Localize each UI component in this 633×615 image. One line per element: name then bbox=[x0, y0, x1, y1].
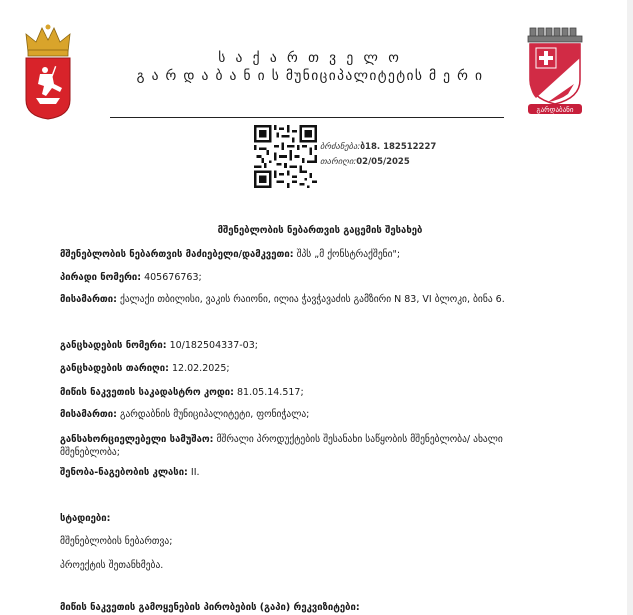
application-number-row bbox=[60, 339, 560, 352]
address-value: ქალაქი თბილისი, ვაკის რაიონი, ილია ჭავჭავაძის გამზირი N 83, VI ბლოკი, ბინა 6. bbox=[119, 294, 505, 305]
georgia-coat-of-arms-icon bbox=[22, 22, 74, 120]
application-number-value: 10/182504337-03; bbox=[169, 340, 258, 351]
works-value: მშრალი პროდუქტების შესანახი საწყობის მშენებლობა/ ახალი მშენებლობა; bbox=[60, 434, 503, 458]
order-label: ბრძანება: bbox=[320, 142, 361, 152]
country-name: ს ა ქ ა რ თ ვ ე ლ ო bbox=[218, 50, 402, 66]
date-label: თარიღი: bbox=[320, 157, 357, 167]
order-number bbox=[320, 142, 436, 152]
gardabani-coat-of-arms-icon bbox=[524, 24, 586, 118]
municipality-mayor: გ ა რ დ ა ბ ა ნ ი ს მუნიციპალიტეტის მ ე რ ი bbox=[136, 68, 484, 84]
stage-item: მშენებლობის ნებართვა; bbox=[60, 536, 173, 547]
works-row bbox=[60, 433, 560, 459]
id-row bbox=[60, 271, 560, 284]
id-value: 405676763; bbox=[144, 272, 202, 283]
header-divider bbox=[110, 117, 504, 118]
stage-item: პროექტის შეთანხმება. bbox=[60, 560, 164, 571]
order-value: ბ18. 182512227 bbox=[360, 142, 437, 152]
address-label: მისამართი: bbox=[60, 294, 117, 305]
id-label: პირადი ნომერი: bbox=[60, 272, 142, 283]
building-class-label: შენობა-ნაგებობის კლასი: bbox=[60, 467, 188, 478]
application-date-row bbox=[60, 362, 560, 375]
emblem-caption: გარდაბანი bbox=[536, 106, 574, 114]
builder-value: შპს „მ ქონსტრაქშენი"; bbox=[296, 249, 401, 260]
site-address-label: მისამართი: bbox=[60, 409, 117, 420]
date-value: 02/05/2025 bbox=[356, 157, 410, 167]
site-address-row bbox=[60, 408, 560, 421]
order-date bbox=[320, 157, 410, 167]
building-class-row bbox=[60, 466, 560, 479]
site-address-value: გარდაბნის მუნიციპალიტეტი, ფონიჭალა; bbox=[119, 409, 310, 420]
application-date-value: 12.02.2025; bbox=[171, 363, 230, 374]
land-use-label: მიწის ნაკვეთის გამოყენების პირობების (გაპი) რეკვიზიტები: bbox=[60, 602, 360, 613]
document-title: მშენებლობის ნებართვის გაცემის შესახებ bbox=[217, 225, 423, 236]
stages-heading bbox=[60, 512, 560, 525]
building-class-value: II. bbox=[190, 467, 200, 478]
address-row bbox=[60, 293, 560, 306]
builder-label: მშენებლობის ნებართვის მაძიებელი/დამკვეთი: bbox=[60, 249, 294, 260]
cadastral-code-row bbox=[60, 386, 560, 399]
application-number-label: განცხადების ნომერი: bbox=[60, 340, 167, 351]
works-label: განსახორციელებელი სამუშაო: bbox=[60, 434, 214, 445]
qr-code-icon bbox=[254, 125, 317, 188]
application-date-label: განცხადების თარიღი: bbox=[60, 363, 169, 374]
stages-label: სტადიები: bbox=[60, 513, 111, 524]
builder-row bbox=[60, 248, 560, 261]
land-use-heading bbox=[60, 601, 560, 614]
cadastral-code-value: 81.05.14.517; bbox=[237, 387, 304, 398]
viewer-edge bbox=[627, 0, 633, 615]
cadastral-code-label: მიწის ნაკვეთის საკადასტრო კოდი: bbox=[60, 387, 234, 398]
